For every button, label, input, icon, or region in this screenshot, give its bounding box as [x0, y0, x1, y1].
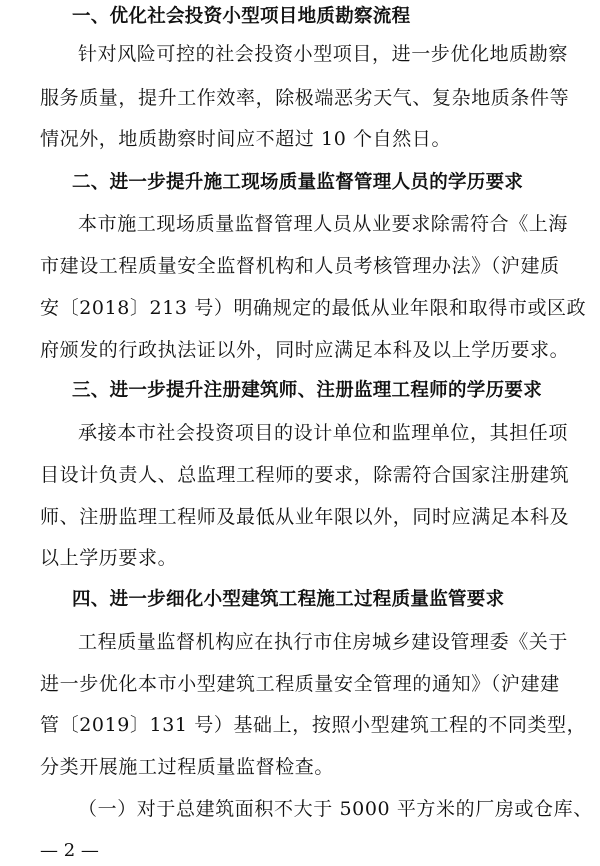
section-4-line-3: 管〔2019〕131 号）基础上，按照小型建筑工程的不同类型，: [40, 714, 587, 736]
section-4-line-2: 进一步优化本市小型建筑工程质量安全管理的通知》（沪建建: [40, 673, 560, 695]
section-2-line-1: 本市施工现场质量监督管理人员从业要求除需符合《上海: [78, 213, 569, 235]
section-4-line-5: （一）对于总建筑面积不大于 5000 平方米的厂房或仓库、: [78, 798, 593, 820]
section-2-heading: 二、进一步提升施工现场质量监督管理人员的学历要求: [72, 172, 524, 193]
section-2-line-3: 安〔2018〕213 号）明确规定的最低从业年限和取得市或区政: [40, 297, 587, 319]
section-1-heading: 一、优化社会投资小型项目地质勘察流程: [72, 6, 411, 27]
page-number: — 2 —: [40, 840, 99, 861]
section-3-line-2: 目设计负责人、总监理工程师的要求，除需符合国家注册建筑: [40, 464, 570, 486]
section-3-line-4: 以上学历要求。: [40, 547, 178, 569]
section-4-heading: 四、进一步细化小型建筑工程施工过程质量监管要求: [72, 589, 505, 610]
section-2-line-4: 府颁发的行政执法证以外，同时应满足本科及以上学历要求。: [40, 339, 570, 361]
section-1-line-1: 针对风险可控的社会投资小型项目，进一步优化地质勘察: [78, 43, 569, 65]
section-1-line-2: 服务质量，提升工作效率，除极端恶劣天气、复杂地质条件等: [40, 87, 570, 109]
section-2-line-2: 市建设工程质量安全监督机构和人员考核管理办法》（沪建质: [40, 255, 560, 277]
section-4-line-1: 工程质量监督机构应在执行市住房城乡建设管理委《关于: [78, 631, 569, 653]
section-3-heading: 三、进一步提升注册建筑师、注册监理工程师的学历要求: [72, 380, 543, 401]
section-4-line-4: 分类开展施工过程质量监督检查。: [40, 756, 335, 778]
section-3-line-1: 承接本市社会投资项目的设计单位和监理单位，其担任项: [78, 422, 569, 444]
section-3-line-3: 师、注册监理工程师及最低从业年限以外，同时应满足本科及: [40, 506, 570, 528]
section-1-line-3: 情况外，地质勘察时间应不超过 10 个自然日。: [40, 128, 452, 150]
